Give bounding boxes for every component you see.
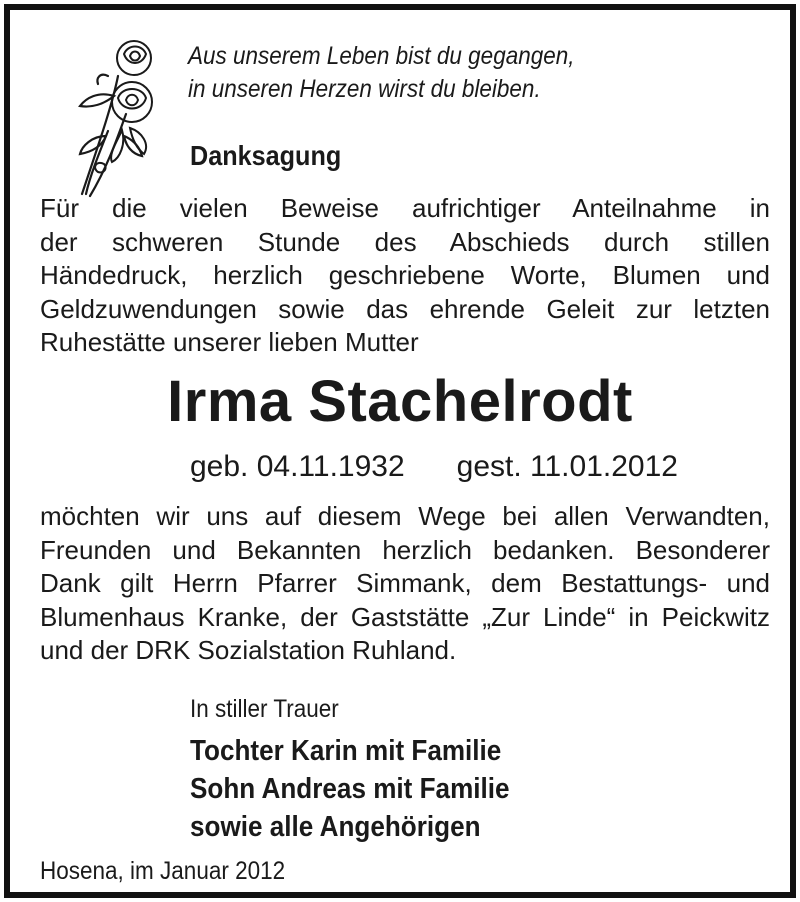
intro-line: Für die vielen Beweise aufrichtiger Anteilnahme in [40,193,770,223]
place-date: Hosena, im Januar 2012 [40,857,286,885]
heading: Danksagung [190,140,342,171]
intro-line: Ruhestätte unserer lieben Mutter [40,327,419,357]
mourners-list [190,732,510,846]
life-dates [190,450,678,484]
birth-date: geb. 04.11.1932 [190,450,405,483]
thanks-line: Freunden und Bekannten herzlich bedanken. Besonderer [40,534,770,565]
intro-line: Geldzuwendungen sowie das ehrende Geleit zur letzten [40,293,770,324]
rose-icon [68,36,162,198]
motto [188,40,575,106]
signoff-intro: In stiller Trauer [190,695,339,723]
mourner-line: sowie alle Angehörigen [190,811,481,843]
thanks-line: Blumenhaus Kranke, der Gaststätte „Zur Linde“ in Peickwitz [40,601,770,632]
mourner-line: Tochter Karin mit Familie [190,735,502,767]
intro-line: der schweren Stunde des Abschieds durch stillen [40,226,770,257]
motto-line-1: Aus unserem Leben bist du gegangen, [188,42,575,70]
deceased-name: Irma Stachelrodt [167,369,633,434]
thanks-paragraph [40,500,770,668]
intro-paragraph [40,192,770,360]
mourner-line: Sohn Andreas mit Familie [190,773,510,805]
obituary-notice [4,4,796,898]
thanks-line: Dank gilt Herrn Pfarrer Simmank, dem Bestattungs- und [40,568,770,598]
thanks-line: möchten wir uns auf diesem Wege bei allen Verwandten, [40,501,770,531]
motto-line-2: in unseren Herzen wirst du bleiben. [188,75,541,103]
thanks-line: und der DRK Sozialstation Ruhland. [40,635,457,665]
death-date: gest. 11.01.2012 [456,450,678,483]
intro-line: Händedruck, herzlich geschriebene Worte, Blumen und [40,260,770,290]
